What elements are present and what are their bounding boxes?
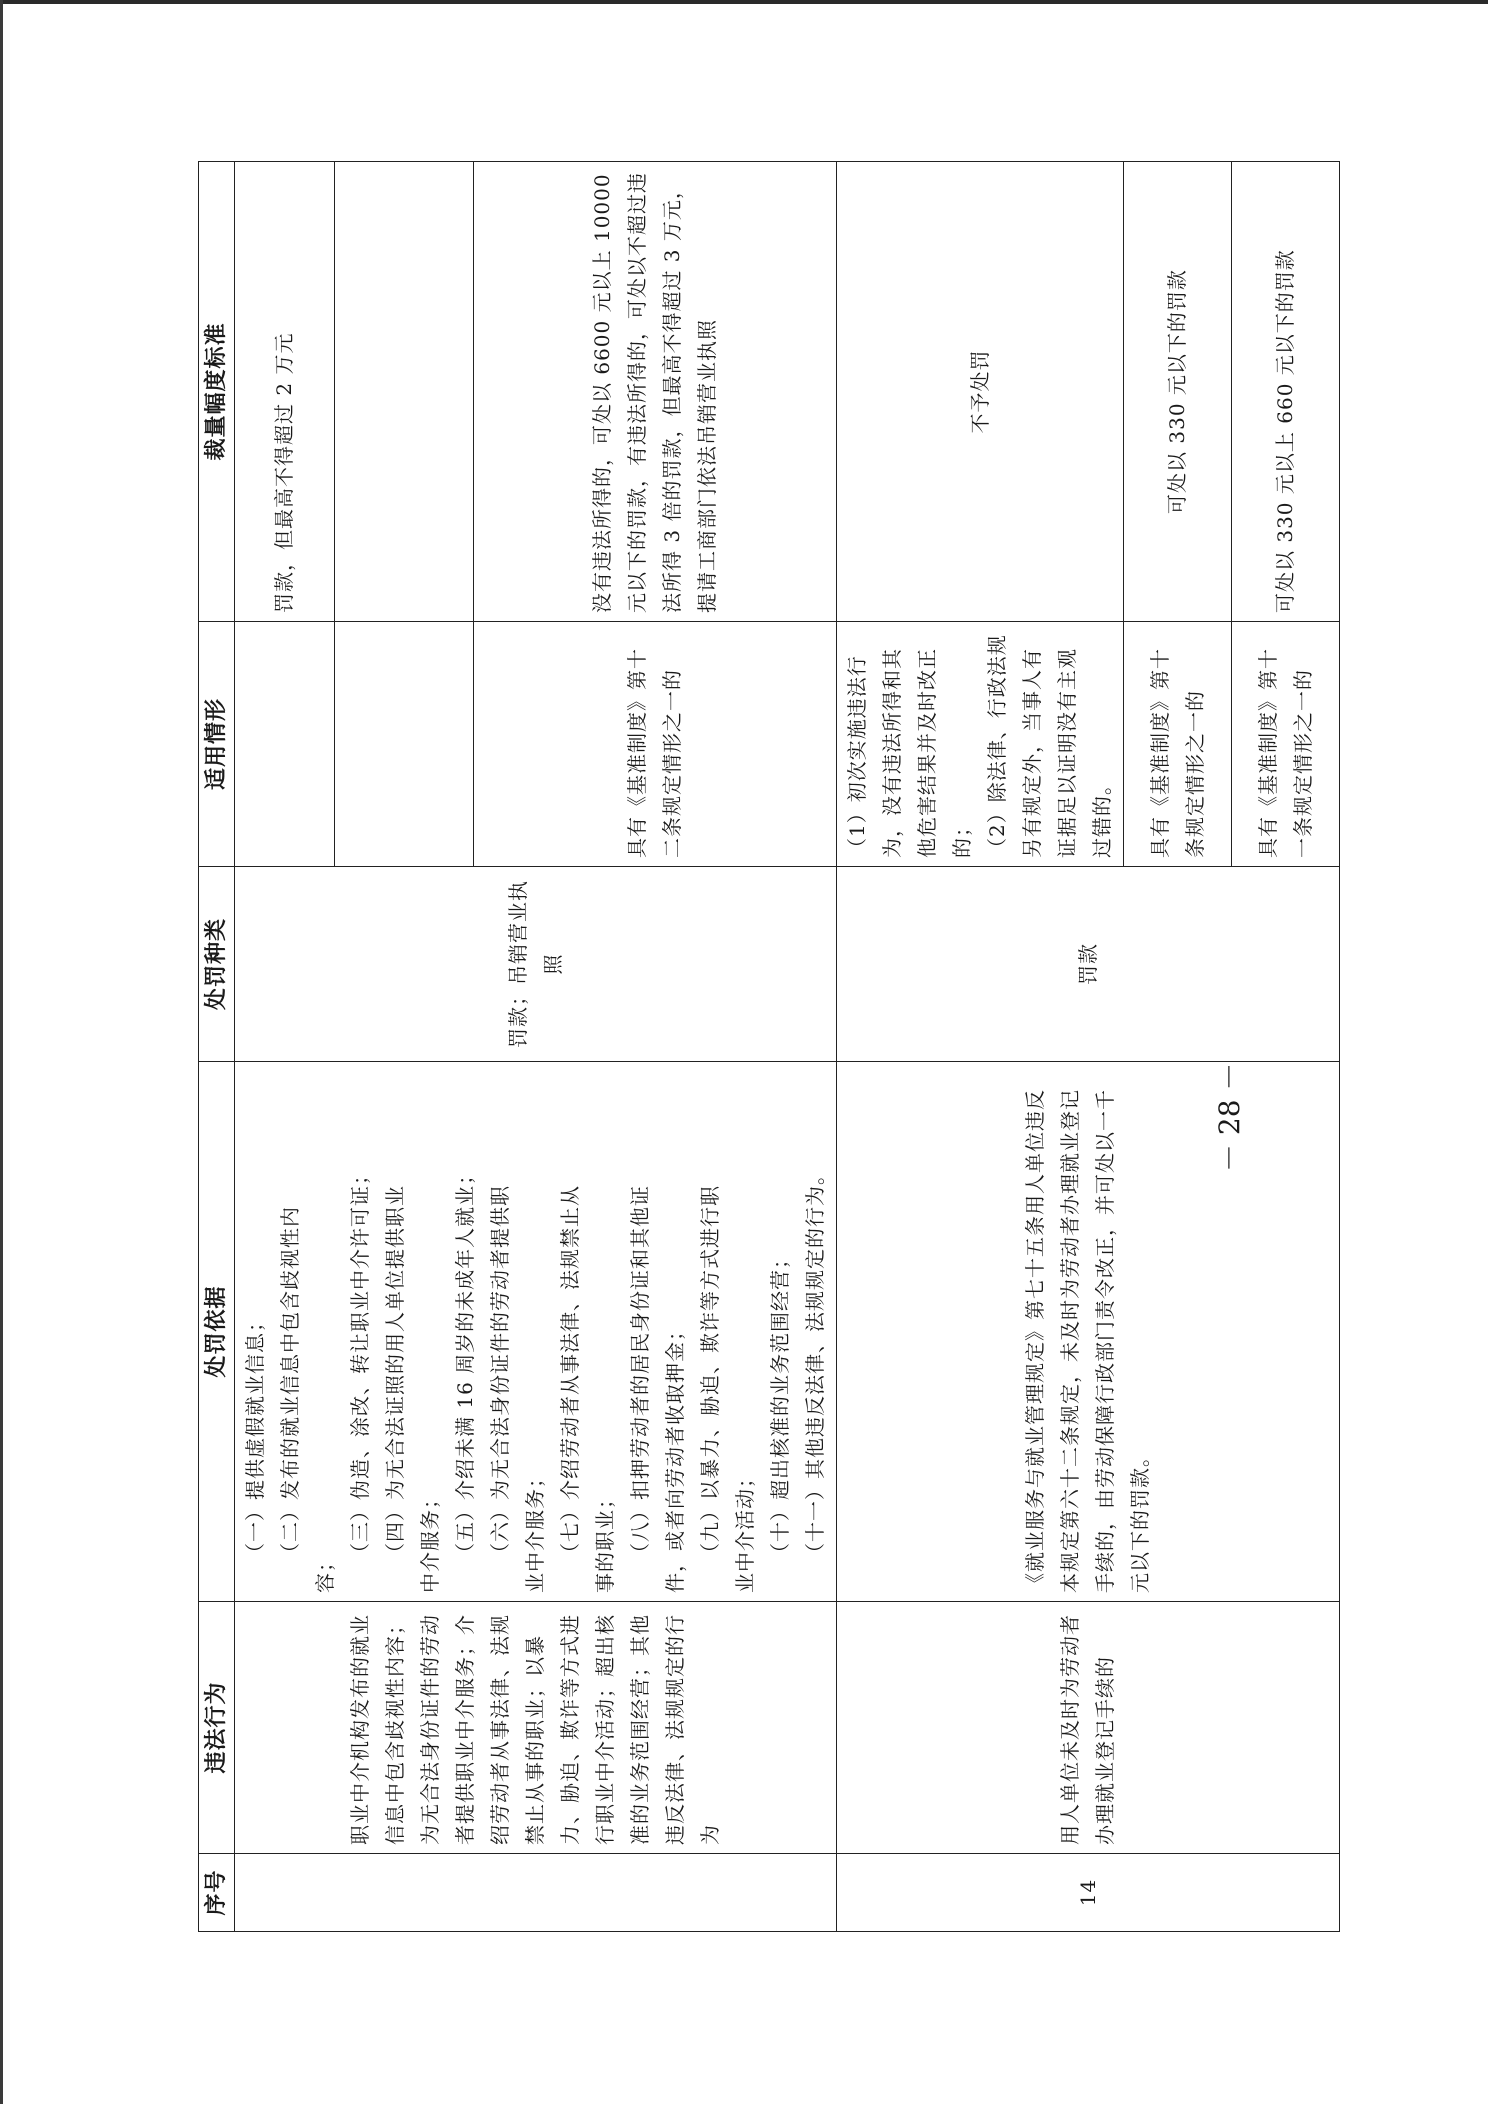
basis-line: 业中介服务； bbox=[523, 1467, 547, 1593]
header-violation: 违法行为 bbox=[199, 1602, 235, 1854]
rotated-table-container bbox=[198, 162, 1315, 1932]
basis-line: 件，或者向劳动者收取押金； bbox=[663, 1320, 687, 1593]
row-14-penalty-type: 罚款 bbox=[837, 867, 1340, 1062]
row-14-id: 14 bbox=[837, 1854, 1340, 1932]
basis-line: （五）介绍未满 16 周岁的未成年人就业； bbox=[453, 1163, 477, 1563]
row-a-prev-standard: 罚款，但最高不得超过 2 万元 bbox=[235, 162, 335, 622]
row-14-none-standard: 不予处罚 bbox=[837, 162, 1124, 622]
row-14-eleven-condition: 具有《基准制度》第十一条规定情形之一的 bbox=[1232, 622, 1340, 867]
row-a-twelve-standard: 没有违法所得的，可处以 6600 元以上 10000 元以下的罚款，有违法所得的，可处以不超过违法所得 3 倍的罚款，但最高不得超过 3 万元，提请工商部门依法吊销营业执照 bbox=[473, 162, 836, 622]
scan-edge-top bbox=[0, 0, 1488, 4]
basis-line: （八）扣押劳动者的居民身份证和其他证 bbox=[628, 1185, 652, 1563]
row-14-ten-condition: 具有《基准制度》第十条规定情形之一的 bbox=[1124, 622, 1232, 867]
basis-line: （二）发布的就业信息中包含歧视性内 bbox=[278, 1206, 302, 1563]
basis-line: （七）介绍劳动者从事法律、法规禁止从 bbox=[558, 1185, 582, 1563]
row-a-blank-condition bbox=[334, 622, 473, 867]
basis-line: （三）伪造、涂改、转让职业中介许可证； bbox=[348, 1164, 372, 1563]
basis-line: （十）超出核准的业务范围经营； bbox=[768, 1248, 792, 1563]
header-standard: 裁量幅度标准 bbox=[199, 162, 235, 622]
table-row bbox=[235, 162, 335, 1932]
penalty-standard-table bbox=[198, 161, 1340, 1932]
header-penalty-type: 处罚种类 bbox=[199, 867, 235, 1062]
basis-line: （四）为无合法证照的用人单位提供职业 bbox=[383, 1185, 407, 1563]
basis-line: 业中介活动； bbox=[733, 1467, 757, 1593]
basis-line: 容； bbox=[313, 1551, 337, 1593]
row-14-eleven-standard: 可处以 330 元以上 660 元以下的罚款 bbox=[1232, 162, 1340, 622]
page-number: － 28 － bbox=[1213, 1062, 1246, 1172]
table-row bbox=[837, 162, 1124, 1932]
row-a-blank-standard bbox=[334, 162, 473, 622]
row-a-penalty-type: 罚款；吊销营业执照 bbox=[235, 867, 837, 1062]
row-a-violation: 职业中介机构发布的就业信息中包含歧视性内容；为无合法身份证件的劳动者提供职业中介服务；介绍劳动者从事法律、法规禁止从事的职业；以暴力、胁迫、欺诈等方式进行职业中介活动；超出核准的业务范围经营；其他违反法律、法规规定的行为 bbox=[235, 1602, 837, 1854]
condition-line: （2）除法律、行政法规另有规定外，当事人有证据足以证明没有主观过错的。 bbox=[985, 634, 1114, 858]
basis-line: 事的职业； bbox=[593, 1488, 617, 1593]
table-header-row bbox=[199, 162, 235, 1932]
row-14-violation: 用人单位未及时为劳动者办理就业登记手续的 bbox=[837, 1602, 1340, 1854]
row-a-basis bbox=[235, 1062, 837, 1602]
scan-edge-left bbox=[0, 0, 3, 2104]
header-id: 序号 bbox=[199, 1854, 235, 1932]
condition-line: （1）初次实施违法行为，没有违法所得和其他危害结果并及时改正的； bbox=[845, 648, 974, 858]
row-14-ten-standard: 可处以 330 元以下的罚款 bbox=[1124, 162, 1232, 622]
header-basis: 处罚依据 bbox=[199, 1062, 235, 1602]
header-condition: 适用情形 bbox=[199, 622, 235, 867]
basis-line: （一）提供虚假就业信息； bbox=[243, 1311, 267, 1563]
row-a-prev-condition bbox=[235, 622, 335, 867]
row-a-twelve-condition: 具有《基准制度》第十二条规定情形之一的 bbox=[473, 622, 836, 867]
basis-line: （六）为无合法身份证件的劳动者提供职 bbox=[488, 1185, 512, 1563]
basis-line: （九）以暴力、胁迫、欺诈等方式进行职 bbox=[698, 1185, 722, 1563]
basis-line: （十一）其他违反法律、法规规定的行为。 bbox=[803, 1164, 827, 1563]
row-a-id bbox=[235, 1854, 837, 1932]
row-14-basis: 《就业服务与就业管理规定》第七十五条用人单位违反本规定第六十二条规定，未及时为劳动者办理就业登记手续的，由劳动保障行政部门责令改正，并可处以一千元以下的罚款。 bbox=[837, 1062, 1340, 1602]
row-14-none-condition bbox=[837, 622, 1124, 867]
basis-line: 中介服务； bbox=[418, 1488, 442, 1593]
